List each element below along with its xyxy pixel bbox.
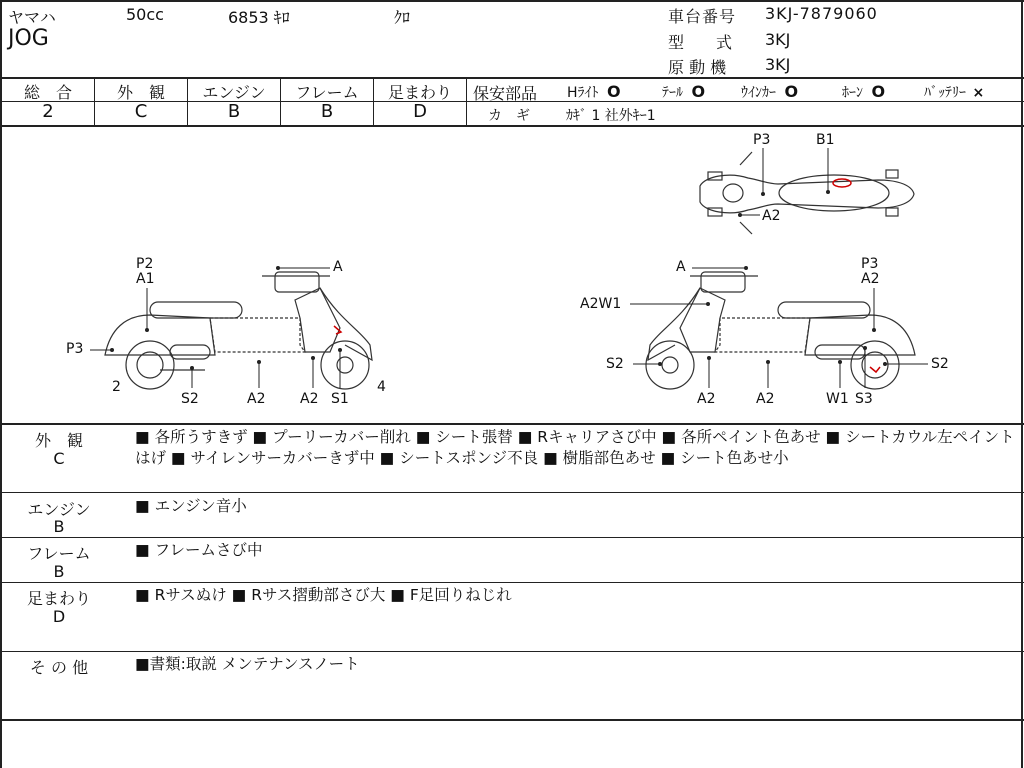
diagram-label-right: W1 bbox=[826, 391, 849, 407]
mark-b1 bbox=[833, 179, 851, 187]
safety-label: 保安部品 bbox=[473, 84, 538, 103]
diagram-label-left: S1 bbox=[331, 391, 349, 407]
remark-divider-2 bbox=[0, 537, 1024, 538]
grade-frame: B bbox=[320, 101, 334, 122]
color: ｸﾛ bbox=[394, 8, 411, 27]
model-name: JOG bbox=[8, 26, 49, 51]
top-view-scooter bbox=[700, 152, 914, 234]
remark-exterior-label: 外 観 bbox=[34, 431, 83, 450]
mileage: 6853 ｷﾛ bbox=[228, 8, 290, 27]
grade-engine-label: エンジン bbox=[202, 83, 266, 102]
safety-tail bbox=[662, 82, 705, 102]
remark-exterior-grade: C bbox=[53, 449, 65, 468]
diagram-label-left: P3 bbox=[66, 341, 84, 357]
remark-divider-4 bbox=[0, 651, 1024, 652]
safety-item-label: ｳｲﾝｶｰ bbox=[741, 85, 776, 101]
mark-right-rear bbox=[870, 367, 880, 372]
remark-frame-label: フレーム bbox=[27, 544, 91, 563]
remark-suspension-text: ■ Rサスぬけ ■ Rサス摺動部さび大 ■ F足回りねじれ bbox=[135, 586, 512, 604]
remark-suspension-grade: D bbox=[52, 607, 66, 626]
diagram-label-right: A2 bbox=[756, 391, 775, 407]
diagram-label-left: 4 bbox=[377, 379, 386, 395]
remark-other-label: そ の 他 bbox=[29, 658, 89, 677]
remark-exterior-text: ■ 各所うすきず ■ プーリーカバー削れ ■ シート張替 ■ Rキャリアさび中 ■ 各所ペイント色あせ ■ シートカウル左ペイントはげ ■ サイレンサーカバーきず中 ■ シートスポンジ不良 ■ 樹脂部色あせ ■ シート色あせ小 bbox=[135, 428, 1015, 467]
diagram-label-right: S2 bbox=[931, 356, 949, 372]
safety-horn bbox=[842, 82, 885, 102]
mark-left-front bbox=[334, 326, 341, 334]
grade-overall: 2 bbox=[42, 101, 54, 122]
engine-type-label: 原 動 機 bbox=[668, 58, 727, 77]
remark-suspension-label: 足まわり bbox=[26, 589, 91, 608]
type-value: 3KJ bbox=[765, 30, 791, 49]
remark-frame-grade: B bbox=[53, 562, 65, 581]
key-label: カ ギ bbox=[488, 108, 530, 124]
diagram-label-right: A bbox=[676, 259, 686, 275]
grade-frame-label: フレーム bbox=[295, 83, 359, 102]
safety-item-label: ﾊﾞｯﾃﾘｰ bbox=[924, 85, 966, 101]
safety-item-mark: O bbox=[871, 82, 886, 101]
top-border bbox=[0, 0, 1024, 2]
safety-item-label: Hﾗｲﾄ bbox=[567, 85, 599, 101]
left-view-scooter bbox=[105, 272, 372, 389]
type-label: 型 式 bbox=[668, 33, 733, 52]
remark-engine-label: エンジン bbox=[27, 500, 91, 519]
diagram-label-left: 2 bbox=[112, 379, 121, 395]
grade-suspension: D bbox=[413, 101, 427, 122]
safety-item-label: ﾎｰﾝ bbox=[842, 85, 863, 101]
diagram-divider bbox=[0, 423, 1024, 425]
safety-item-label: ﾃｰﾙ bbox=[662, 85, 683, 101]
header-divider bbox=[0, 77, 1024, 79]
diagram-label-left: A2 bbox=[300, 391, 319, 407]
remark-engine-grade: B bbox=[53, 517, 65, 536]
grade-exterior: C bbox=[134, 101, 148, 122]
displacement: 50cc bbox=[126, 5, 164, 24]
safety-winker bbox=[741, 82, 798, 102]
safety-item-mark: O bbox=[606, 82, 621, 101]
diagram-label-right: S3 bbox=[855, 391, 873, 407]
safety-item-mark: O bbox=[784, 82, 799, 101]
remark-frame-text: ■ フレームさび中 bbox=[135, 541, 263, 559]
diagram-label-right: P3 bbox=[861, 256, 879, 272]
safety-headlight bbox=[567, 82, 621, 102]
remark-engine-text: ■ エンジン音小 bbox=[135, 497, 247, 515]
grade-engine: B bbox=[227, 101, 241, 122]
bottom-divider bbox=[0, 719, 1024, 721]
diagram-label-left: S2 bbox=[181, 391, 199, 407]
diagram-label-left: A bbox=[333, 259, 343, 275]
diagram-label-right: S2 bbox=[606, 356, 624, 372]
diagram-label-right: A2 bbox=[697, 391, 716, 407]
grade-col-5 bbox=[466, 78, 467, 126]
right-border bbox=[1021, 0, 1023, 768]
safety-item-mark: × bbox=[972, 85, 985, 101]
grade-divider bbox=[0, 125, 1024, 127]
engine-type-value: 3KJ bbox=[765, 55, 791, 74]
grade-overall-label: 総 合 bbox=[23, 83, 72, 102]
right-view-scooter bbox=[646, 272, 915, 389]
diagram-label-left: P2 bbox=[136, 256, 154, 272]
key-value: ｶｷﾞ 1 社外ｷｰ1 bbox=[566, 108, 656, 124]
diagram-label-top: A2 bbox=[762, 208, 781, 224]
diagram-label-left: A1 bbox=[136, 271, 155, 287]
grade-suspension-label: 足まわり bbox=[387, 83, 452, 102]
frame-no-label: 車台番号 bbox=[668, 7, 737, 26]
maker: ヤマハ bbox=[8, 8, 56, 27]
safety-battery bbox=[924, 82, 984, 102]
diagram-label-right: A2W1 bbox=[580, 296, 622, 312]
remark-divider-1 bbox=[0, 492, 1024, 493]
frame-no: 3KJ-7879060 bbox=[765, 4, 878, 23]
safety-item-mark: O bbox=[691, 82, 706, 101]
remark-other-text: ■書類:取説 メンテナンスノート bbox=[135, 655, 360, 673]
diagram-label-left: A2 bbox=[247, 391, 266, 407]
remark-divider-3 bbox=[0, 582, 1024, 583]
diagram-label-right: A2 bbox=[861, 271, 880, 287]
diagram-label-top: B1 bbox=[816, 132, 835, 148]
grade-exterior-label: 外 観 bbox=[116, 83, 165, 102]
diagram-label-top: P3 bbox=[753, 132, 771, 148]
